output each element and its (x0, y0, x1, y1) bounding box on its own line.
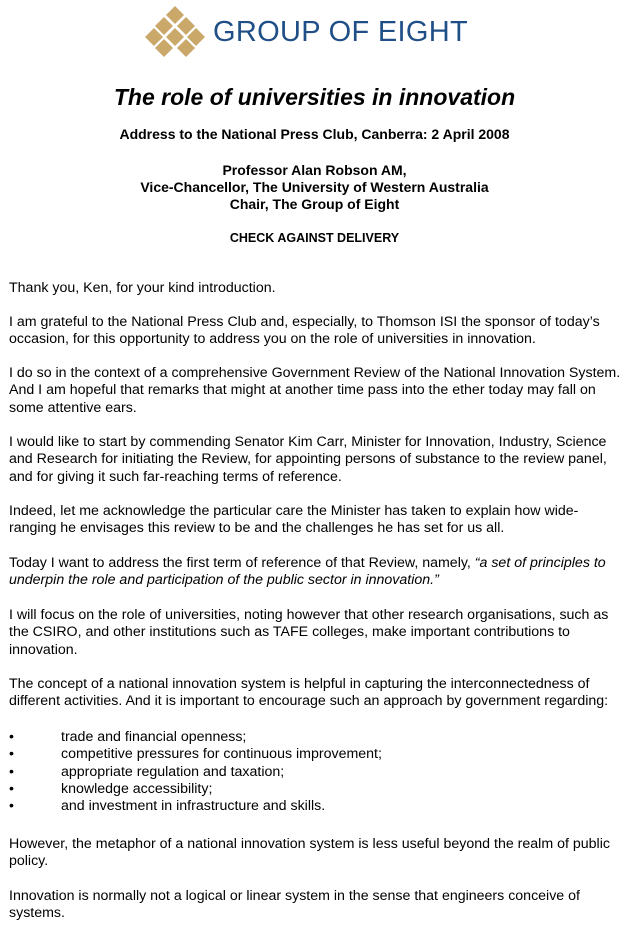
bullet-text: trade and financial openness; (61, 729, 247, 745)
paragraph-6-lead: Today I want to address the first term of reference of that Review, namely, (9, 555, 475, 571)
header (145, 5, 475, 57)
paragraph-6-quote: “a set of principles to underpin the role and participation of the public sector in innovation.” (9, 555, 606, 589)
list-item (9, 798, 623, 815)
speaker-name: Professor Alan Robson AM, (222, 162, 407, 178)
list-item (9, 729, 623, 746)
list-item (9, 764, 623, 781)
bullet-dot: • (9, 780, 14, 797)
paragraph-3: I do so in the context of a comprehensive Government Review of the National Innovation System. And I am hopeful that remarks that might at another time pass into the ether today may fall on some attentive ears. (9, 365, 621, 416)
bullet-text: appropriate regulation and taxation; (61, 763, 285, 780)
paragraph-4: I would like to start by commending Senator Kim Carr, Minister for Innovation, Industry, Science and Research for initiating the Review, for appointing persons of substance to the review panel, and for giving it such far-reaching terms of reference. (9, 434, 607, 485)
diamond-cluster-icon (145, 5, 205, 57)
speaker-role-chair: Chair, The Group of Eight (229, 196, 400, 212)
bullet-dot: • (9, 798, 14, 815)
delivery-note: CHECK AGAINST DELIVERY (229, 231, 400, 245)
page-title: The role of universities in innovation (113, 84, 516, 110)
event-subtitle: Address to the National Press Club, Canberra: 2 April 2008 (119, 126, 510, 142)
bullet-list (9, 729, 623, 815)
brand-name: GROUP OF EIGHT (213, 16, 469, 48)
paragraph-6 (9, 555, 623, 590)
list-item (9, 781, 623, 798)
paragraph-8: The concept of a national innovation system is helpful in capturing the interconnectedness of different activities. And it is important to encourage such an approach by government regarding: (9, 676, 609, 710)
bullet-text: knowledge accessibility; (61, 780, 213, 797)
list-item (9, 746, 623, 763)
bullet-dot: • (9, 729, 14, 745)
bullet-text: and investment in infrastructure and skills. (61, 798, 326, 815)
speaker-role-vc: Vice-Chancellor, The University of Western Australia (140, 179, 489, 195)
paragraph-7: I will focus on the role of universities, noting however that other research organisations, such as the CSIRO, and other institutions such as TAFE colleges, make important contributions to innovation. (9, 607, 609, 658)
paragraph-1: Thank you, Ken, for your kind introduction. (9, 280, 276, 296)
paragraph-9: However, the metaphor of a national innovation system is less useful beyond the realm of public policy. (9, 836, 610, 870)
bullet-text: competitive pressures for continuous improvement; (61, 746, 382, 763)
paragraph-5: Indeed, let me acknowledge the particular care the Minister has taken to explain how wide-ranging he envisages this review to be and the challenges he has set for us all. (9, 503, 579, 537)
paragraph-10: Innovation is normally not a logical or linear system in the sense that engineers conceive of systems. (9, 888, 580, 922)
paragraph-2: I am grateful to the National Press Club and, especially, to Thomson ISI the sponsor of today’s occasion, for this opportunity to address you on the role of universities in innovation. (9, 314, 600, 348)
bullet-dot: • (9, 763, 14, 780)
bullet-dot: • (9, 746, 14, 763)
